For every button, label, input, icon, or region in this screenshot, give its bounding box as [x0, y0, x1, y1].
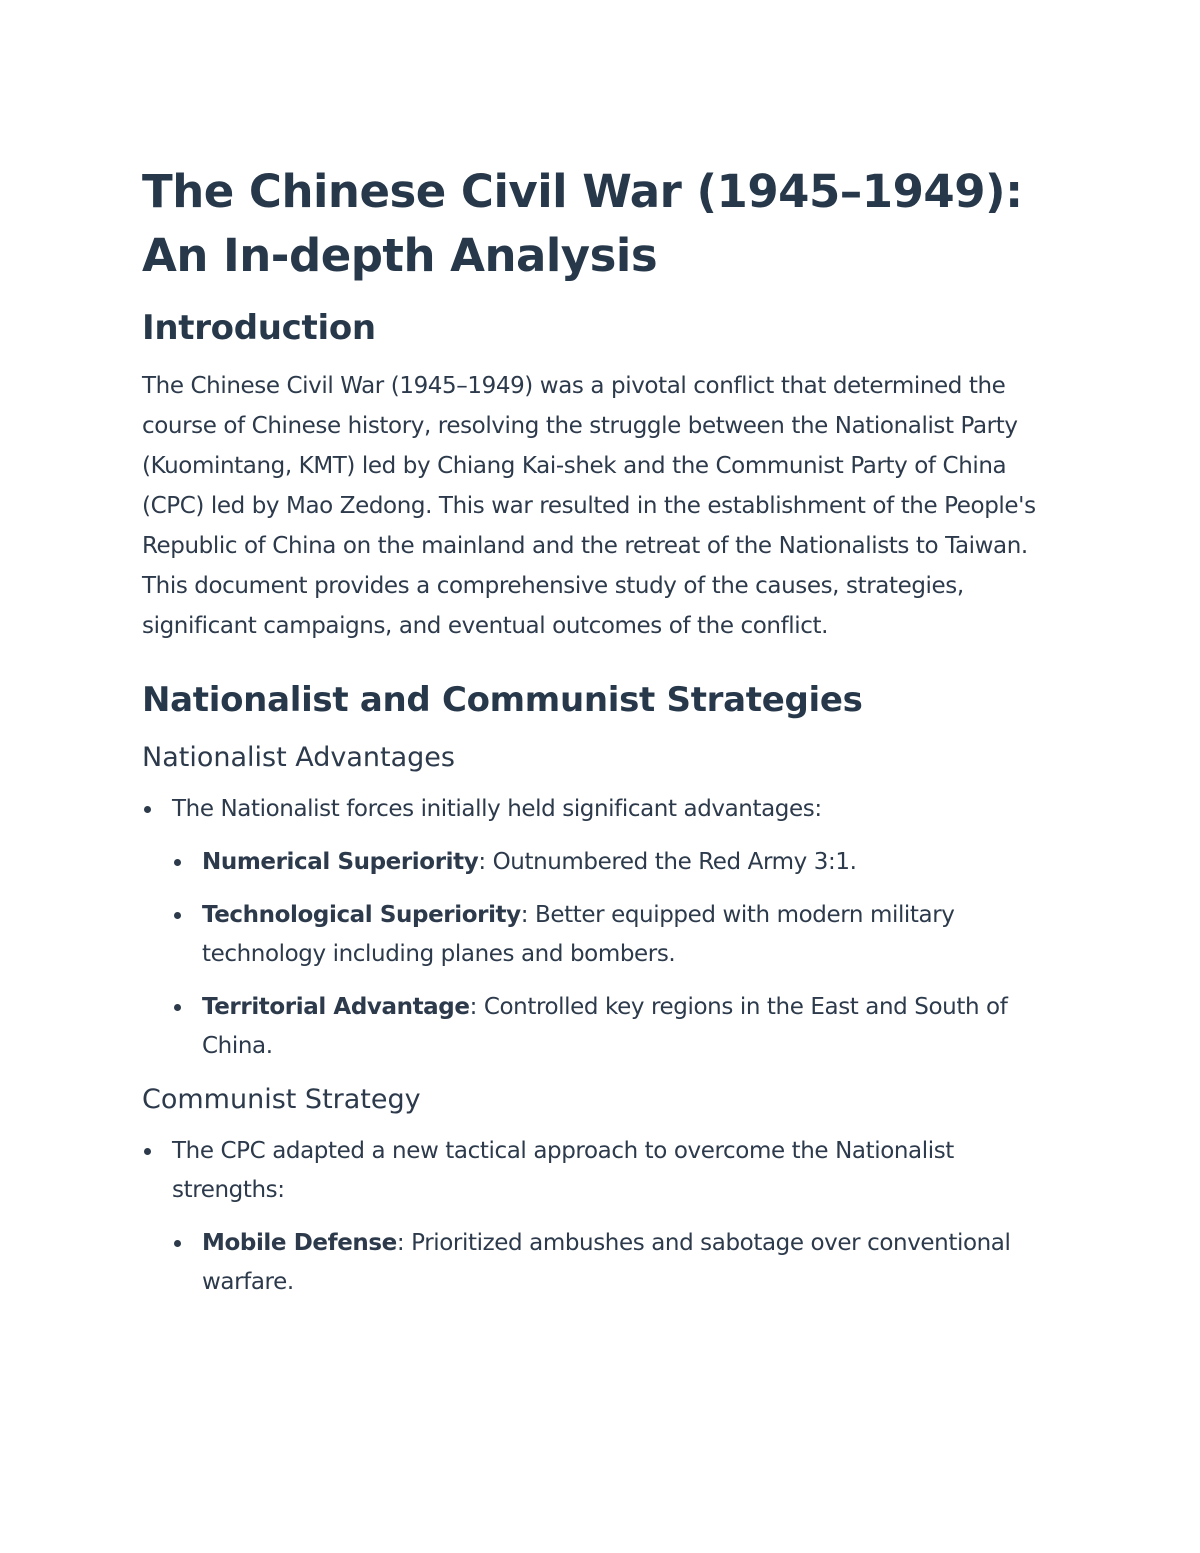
list-item — [172, 843, 1072, 882]
document-title: The Chinese Civil War (1945–1949): An In-depth Analysis — [142, 165, 1023, 282]
bullet-icon — [144, 1148, 151, 1155]
bullet-icon — [144, 806, 151, 813]
nested-list — [172, 1224, 1072, 1302]
list-item — [142, 790, 1072, 1066]
bullet-icon — [174, 1004, 181, 1011]
list-item-term: Territorial Advantage — [202, 994, 470, 1020]
list-item-text: The Nationalist forces initially held significant advantages: — [172, 796, 822, 822]
introduction-heading: Introduction — [142, 308, 376, 348]
communist-list — [142, 1132, 1072, 1302]
list-item — [172, 896, 1072, 974]
nationalist-advantages-heading: Nationalist Advantages — [142, 742, 455, 773]
introduction-paragraph: The Chinese Civil War (1945–1949) was a pivotal conflict that determined the course of Chinese history, resolving the struggle between the Nationalist Party (Kuomintang, KMT) led by Chiang Kai-shek and the Communist Party of China (CPC) led by Mao Zedong. This war resulted in the establishment of the People's Republic of China on the mainland and the retreat of the Nationalists to Taiwan. This document provides a comprehensive study of the causes, strategies, significant campaigns, and eventual outcomes of the conflict. — [142, 373, 1036, 639]
list-item-text: The CPC adapted a new tactical approach to overcome the Nationalist strengths: — [172, 1138, 954, 1203]
document-page — [142, 160, 1072, 1316]
list-item-term: Numerical Superiority — [202, 849, 479, 875]
strategies-heading: Nationalist and Communist Strategies — [142, 680, 863, 720]
list-item-term: Mobile Defense — [202, 1230, 397, 1256]
bullet-icon — [174, 1240, 181, 1247]
list-item — [142, 1132, 1072, 1302]
list-item-text: : Prioritized ambushes and sabotage over conventional warfare. — [202, 1230, 1011, 1295]
nested-list — [172, 843, 1072, 1066]
list-item-term: Technological Superiority — [202, 902, 521, 928]
list-item — [172, 988, 1072, 1066]
list-item — [172, 1224, 1072, 1302]
nationalist-list — [142, 790, 1072, 1066]
communist-strategy-heading: Communist Strategy — [142, 1084, 421, 1115]
list-item-text: : Better equipped with modern military technology including planes and bombers. — [202, 902, 955, 967]
list-item-text: : Controlled key regions in the East and South of China. — [202, 994, 1008, 1059]
list-item-text: : Outnumbered the Red Army 3:1. — [478, 849, 857, 875]
bullet-icon — [174, 912, 181, 919]
bullet-icon — [174, 859, 181, 866]
